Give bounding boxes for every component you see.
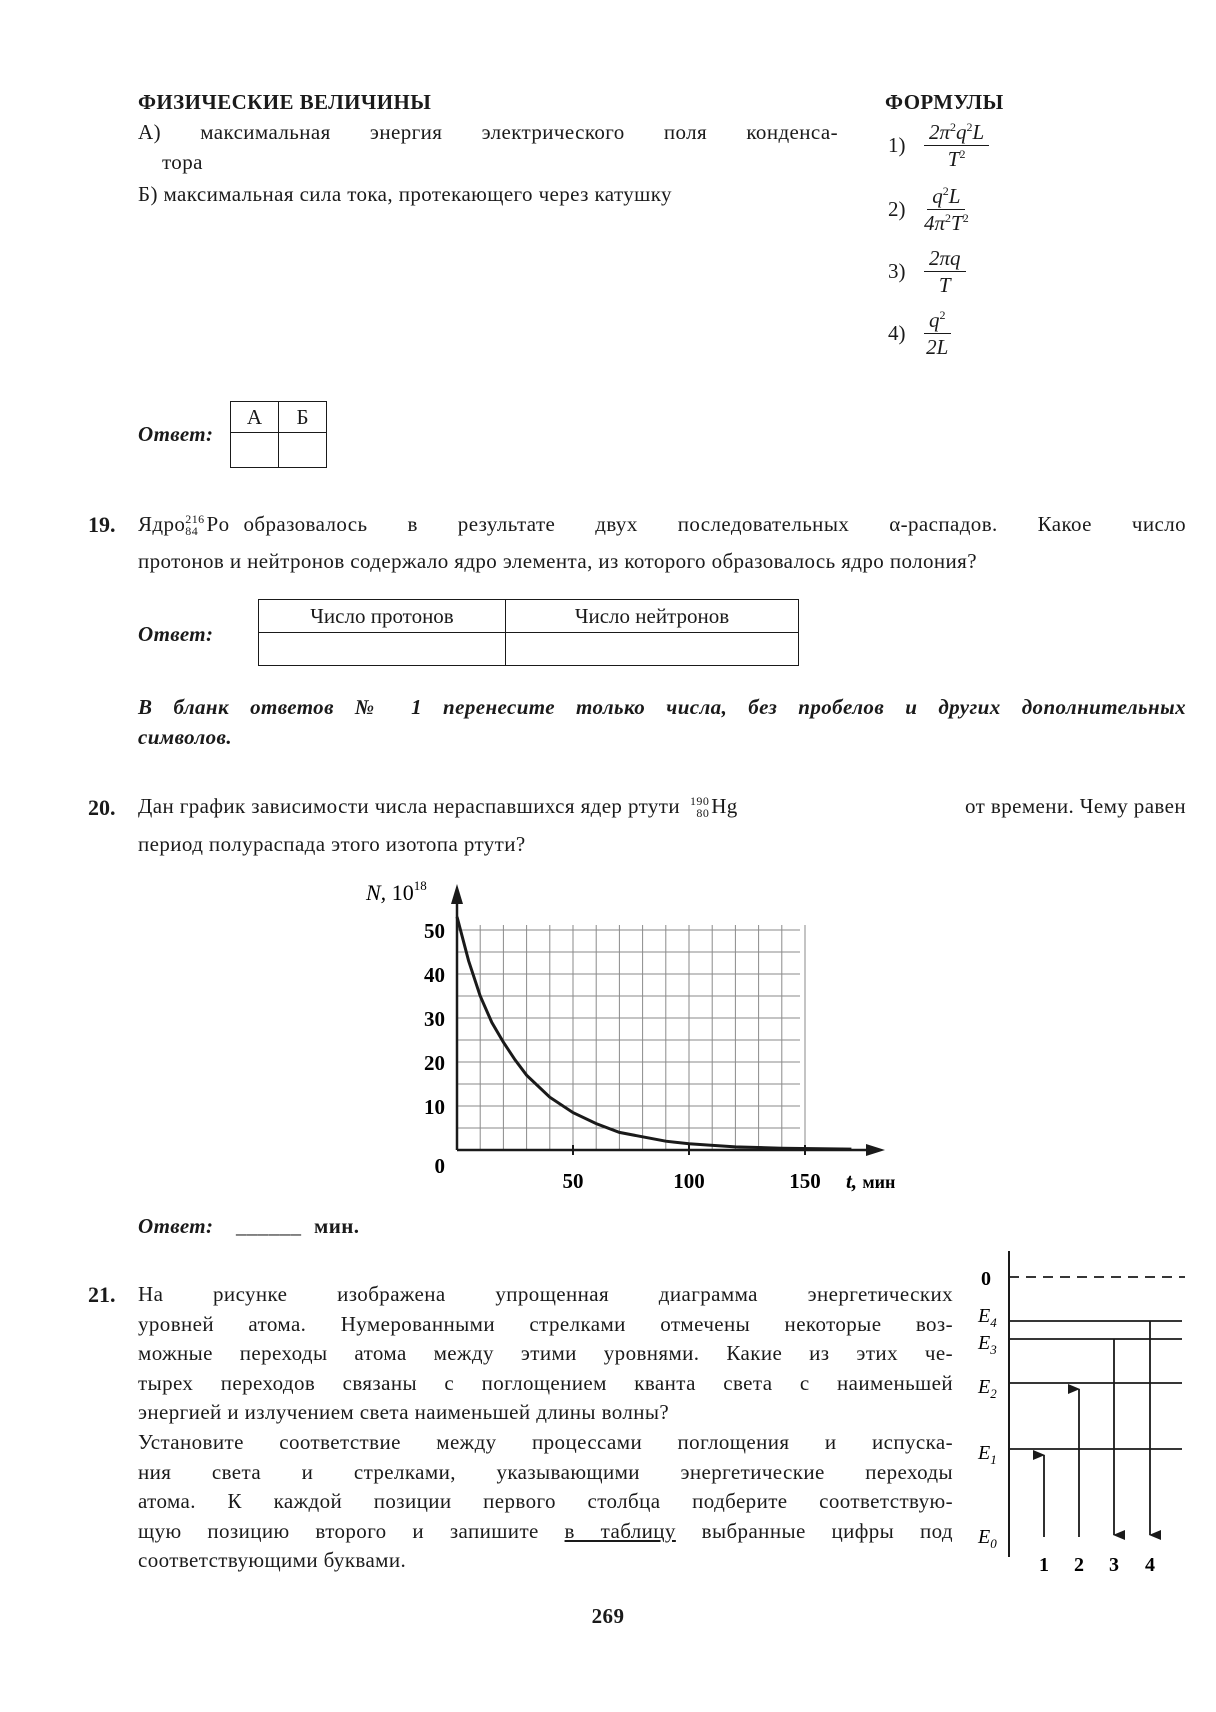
task-number-21: 21. — [88, 1282, 116, 1307]
arrow-label-1: 1 — [1039, 1554, 1049, 1576]
y-axis-label: N, $10^{18}$ — [366, 878, 427, 905]
formula-4: 4) $\frac{q^2}{2L}$ — [888, 308, 951, 359]
label-e1: $E_1$ — [978, 1442, 997, 1467]
task21-paragraph1: На рисунке изображена упрощенная диаграмма энергетических уровней атома. Нумерованными стрелками отмечены некоторые воз- можные переходы атома между этими уровнями. Какие из этих че- тырех переходов связаны с поглощением кванта света с наименьшей энергией и излучением света наименьшей длины волны? Установите соответствие между процессами поглощения и испуска- ния света и стрелками, указывающими энергетические переходы атома. К каждой позиции первого столбца подберите соответствую- щую позицию второго и запишите в таблицу выбранные цифры под соответствующими буквами. — [138, 1282, 953, 1573]
chart-ticks — [424, 919, 821, 1193]
chart-axes — [451, 884, 885, 1156]
x-tick-label: 100 — [673, 1169, 705, 1193]
zero-label: 0 — [981, 1268, 991, 1290]
page-number: 269 — [591, 1604, 625, 1628]
y-tick-label: 10 — [424, 1095, 445, 1119]
y-tick-label: 30 — [424, 1007, 445, 1031]
answer-header-b: Б — [279, 402, 327, 433]
task21-line-with-underline: щую позицию второго и запишите в таблицу выбранные цифры под — [138, 1518, 953, 1543]
formula-2: 2) $\frac{q^2L}{4\pi^2T^2}$ — [888, 184, 969, 235]
energy-level-diagram — [960, 1245, 1190, 1580]
formula-1: 1) $\frac{2\pi^2q^2L}{T^2}$ — [888, 120, 989, 171]
x-tick-label: 150 — [789, 1169, 821, 1193]
answer-header-protons: Число протонов — [259, 600, 506, 633]
label-e2: $E_2$ — [978, 1376, 997, 1401]
task19-line1: Ядро 216 84 Po образовалось в результате двух последовательных α-распадов. Какое число — [138, 511, 1186, 538]
quantity-a-line2: тора — [162, 150, 203, 174]
transfer-note-line2: символов. — [138, 725, 232, 749]
label-e0: $E_0$ — [978, 1526, 997, 1551]
label-e3: $E_3$ — [978, 1332, 997, 1357]
x-tick-label: 50 — [562, 1169, 584, 1193]
chart-grid — [457, 925, 805, 1150]
mercury-nuclide: 190 80 Hg — [690, 793, 738, 820]
arrow-label-3: 3 — [1109, 1554, 1119, 1576]
answer-label-19: Ответ: — [138, 622, 214, 646]
answer-header-neutrons: Число нейтронов — [506, 600, 799, 633]
arrow-label-2: 2 — [1074, 1554, 1084, 1576]
task-number-19: 19. — [88, 512, 116, 537]
task20-line1: Дан график зависимости числа нераспавшихся ядер ртути 190 80 Hg от времени. Чему равен — [138, 793, 1186, 820]
polonium-nuclide: 216 84 Po — [185, 511, 230, 538]
y-tick-label: 50 — [424, 919, 445, 943]
x-axis-arrow — [866, 1144, 885, 1156]
origin-label: 0 — [434, 1154, 445, 1178]
formulas-heading: ФОРМУЛЫ — [885, 90, 1004, 114]
physical-quantities-heading: ФИЗИЧЕСКИЕ ВЕЛИЧИНЫ — [138, 90, 432, 114]
answer-header-a: А — [231, 402, 279, 433]
answer-blank-20[interactable]: ______ — [236, 1214, 302, 1238]
x-axis-label: t, мин — [846, 1169, 896, 1193]
quantity-a-line1: А) максимальная энергия электрического поля конденса- — [138, 120, 838, 144]
transfer-note-line1: В бланк ответов № 1 перенесите только числа, без пробелов и других дополнительных — [138, 695, 1186, 719]
task19-line2: протонов и нейтронов содержало ядро элемента, из которого образовалось ядро полония? — [138, 549, 977, 573]
task20-line2: период полураспада этого изотопа ртути? — [138, 832, 526, 856]
task-number-20: 20. — [88, 795, 116, 820]
answer-label-20: Ответ: — [138, 1214, 214, 1238]
answer-unit-20: мин. — [314, 1214, 360, 1238]
y-tick-label: 20 — [424, 1051, 445, 1075]
formula-3: 3) $\frac{2\pi q}{T}$ — [888, 246, 966, 297]
arrow-label-4: 4 — [1145, 1554, 1155, 1576]
label-e4: $E_4$ — [978, 1305, 997, 1330]
answer-label-18: Ответ: — [138, 422, 214, 446]
y-axis-arrow — [451, 884, 463, 904]
y-tick-label: 40 — [424, 963, 445, 987]
quantity-b: Б) максимальная сила тока, протекающего через катушку — [138, 182, 672, 206]
